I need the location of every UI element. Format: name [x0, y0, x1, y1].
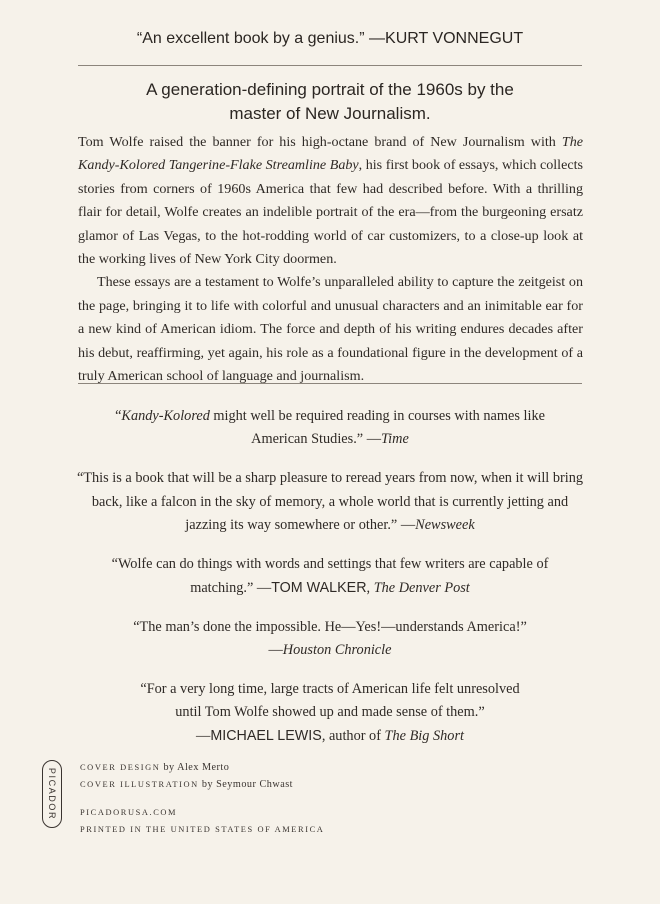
publisher-website[interactable]: [80, 804, 520, 821]
q1-text: might well be required reading in courses with names like American Studies.” —: [209, 408, 545, 448]
description: [78, 131, 583, 388]
quote-time: [70, 405, 590, 452]
q5-source: The Big Short: [384, 727, 464, 744]
cover-design-by: by Alex Merto: [160, 762, 230, 773]
p1-start: Tom Wolfe raised the banner for his high-octane brand of New Journalism with: [78, 134, 562, 150]
cover-design-credit: [80, 759, 520, 776]
description-paragraph-2: These essays are a testament to Wolfe’s unparalleled ability to capture the zeitgeist on the page, bringing it to life with colorful and unusual characters and an inimitable ear for a new kind of American idiom. The force and depth of his writing endures decades after his debut, reaffirming, yet again, his role as a foundational figure in the development of a truly American school of language and journalism.: [78, 274, 583, 385]
q3-name: TOM WALKER: [271, 579, 367, 596]
picador-logo-text: PICADOR: [47, 767, 57, 821]
q5-dash: —: [196, 727, 211, 744]
middle-divider: [78, 383, 582, 384]
q3-sep: ,: [366, 579, 374, 596]
q5-name: MICHAEL LEWIS: [210, 727, 322, 744]
cover-illustration-label: COVER ILLUSTRATION: [80, 780, 199, 789]
q4-text: “The man’s done the impossible. He—Yes!—understands America!”: [133, 618, 527, 635]
blurb-attribution: —KURT VONNEGUT: [369, 30, 524, 47]
q2-source: Newsweek: [415, 517, 475, 534]
p1-end: , his first book of essays, which collects stories from corners of 1960s America that few had described before. With a thrilling flair for detail, Wolfe creates an indelible portrait of the era—from the burgeoning ersatz glamor of Las Vegas, to the hot-rodding world of car customizers, to a close-up look at the working lives of New York City doormen.: [78, 157, 583, 268]
quote-houston-chronicle: [70, 616, 590, 663]
quote-newsweek: [70, 467, 590, 537]
q2-text: “This is a book that will be a sharp pleasure to reread years from now, when it will bring back, like a falcon in the sky of memory, a whole world that is currently jetting and jazzing its way somewhere or other.” —: [76, 470, 584, 534]
cover-design-label: COVER DESIGN: [80, 763, 161, 772]
q1-title: Kandy-Kolored: [121, 408, 210, 424]
q5-text: “For a very long time, large tracts of American life felt unresolved until Tom Wolfe showed up and made sense of them.”: [140, 681, 520, 721]
q4-dash: —: [268, 642, 283, 659]
quote-denver-post: [70, 553, 590, 600]
q4-source: Houston Chronicle: [282, 642, 392, 659]
p1-book-title: The Kandy-Kolored Tangerine-Flake Streamline Baby: [78, 134, 583, 174]
cover-illustration-credit: [80, 776, 520, 793]
review-quotes: [70, 405, 590, 764]
q3-text: “Wolfe can do things with words and settings that few writers are capable of matching.” —: [111, 556, 549, 596]
top-blurb: [0, 30, 660, 48]
q5-mid: , author of: [321, 727, 385, 744]
top-divider: [78, 65, 582, 66]
description-paragraph-1: [78, 131, 583, 271]
blurb-quote: “An excellent book by a genius.”: [136, 30, 365, 47]
printed-in-text: PRINTED IN THE UNITED STATES OF AMERICA: [80, 825, 325, 834]
q1-source: Time: [381, 431, 409, 448]
printed-in: [80, 821, 520, 838]
credits: [80, 759, 520, 838]
cover-illustration-by: by Seymour Chwast: [198, 779, 294, 790]
quote-michael-lewis: [70, 678, 590, 748]
picador-logo: [42, 760, 62, 828]
website-link[interactable]: PICADORUSA.COM: [80, 808, 178, 817]
q1-open: “: [115, 408, 122, 424]
headline: A generation-defining portrait of the 1960s by the master of New Journalism.: [146, 80, 514, 123]
q3-source: The Denver Post: [373, 579, 470, 596]
